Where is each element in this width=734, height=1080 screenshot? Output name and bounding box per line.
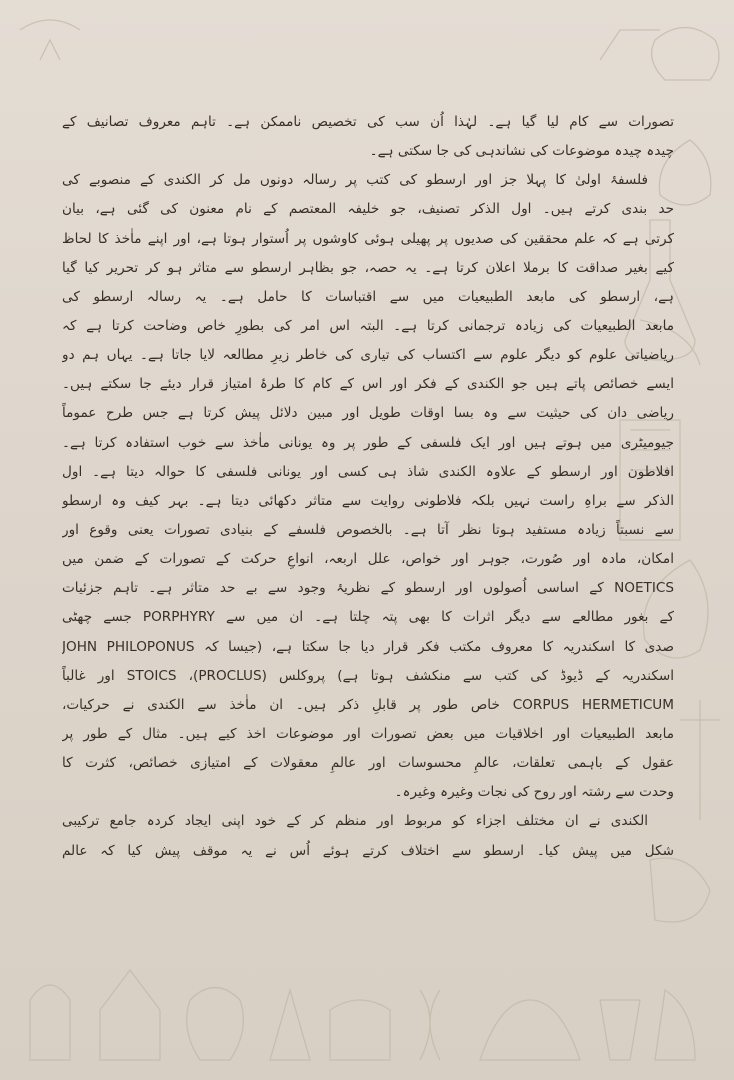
text-line: اسکندریہ کے ڈیوڈ کی کتب سے منکشف ہوتا ہے) پروکلس (PROCLUS)، STOICS اور غالباً (62, 667, 674, 684)
text-line: سے نسبتاً زیادہ مستفید ہوتا نظر آتا ہے۔ بالخصوص فلسفے کے بنیادی تصورات یعنی وقوع اور (62, 521, 674, 538)
text-line: وحدت سے رشتہ اور روح کی نجات وغیرہ وغیرہ۔ (394, 784, 674, 801)
text-line: الذکر سے براہِ راست نہیں بلکہ فلاطونی روایت سے متاثر دکھائی دیتا ہے۔ بہر کیف وہ ارسطو (62, 492, 674, 509)
text-line: مابعد الطبیعیات اور اخلاقیات میں بعض تصورات اور موضوعات اخذ کیے ہیں۔ مثال کے طور پر (62, 725, 674, 742)
jar-drawing (30, 985, 70, 1060)
text-line: ہے، ارسطو کی مابعد الطبیعیات میں سے اقتباسات کا حامل ہے۔ یہ رسالہ ارسطو کی (62, 288, 674, 305)
text-line: ریاضیاتی علوم کو دیگر علوم سے اکتساب کی تیاری کی خاطر زیرِ مطالعہ لایا جاتا ہے۔ یہاں ہم دو (62, 347, 674, 364)
text-line: ریاضی دان کی حیثیت سے وہ بسا اوقات طویل اور مبین دلائل پیش کرتا ہے جس طرح عموماً (62, 405, 674, 422)
text-line: تصورات سے کام لیا گیا ہے۔ لہٰذا اُن سب کی تخصیص ناممکن ہے۔ تاہم معروف تصانیف کے (62, 114, 674, 130)
text-line: الکندی نے ان مختلف اجزاء کو مربوط اور منظم کر کے خود اپنی ایجاد کردہ جامع ترکیبی (62, 813, 648, 830)
text-line: عقول کے باہمی تعلقات، عالمِ محسوسات اور عالمِ معقولات کے امتیازی خصائص، کثرت کا (62, 755, 674, 772)
text-line: شکل میں پیش کیا۔ ارسطو سے اختلاف کرتے ہوئے اُس نے یہ موقف پیش کیا کہ عالم (62, 842, 674, 859)
text-line: ایسے خصائص پاتے ہیں جو الکندی کے فکر اور اس کے کام کا طرۂ امتیاز قرار دیئے جا سکتے ہیں۔ (62, 376, 674, 393)
text-line: حد بندی کرتے ہیں۔ اول الذکر تصنیف، جو خلیفہ المعتصم کے نام معنون کی گئی ہے، بیان (62, 201, 674, 218)
text-line: کرتی ہے کہ علم محققین کی صدیوں پر پھیلی ہوئی کاوشوں پر اُستوار ہوتا ہے، اور اپنے ماٰخذ کا لحاظ (62, 230, 674, 247)
text-line: جیومیٹری میں ہوتے ہیں اور ایک فلسفی کے طور پر وہ یونانی ماٰخذ سے خوب استفادہ کرتا ہے۔ (62, 434, 674, 451)
urdu-text-body (62, 108, 674, 866)
flask-drawing (652, 28, 719, 81)
text-line: صدی کا اسکندریہ کا معروف مکتب فکر قرار دیا جا سکتا ہے، (جیسا کہ JOHN PHILOPONUS (62, 638, 674, 655)
text-line: NOETICS کے اساسی اُصولوں اور ارسطو کے نظریۂ وجود سے بے حد متاثر ہے۔ تاہم جزئیات (62, 580, 674, 597)
text-line: چیدہ چیدہ موضوعات کی نشاندہی کی جا سکتی ہے۔ (369, 143, 674, 160)
text-line: فلسفۂ اولیٰ کا پہلا جز اور ارسطو کی کتب پر رسالہ دونوں مل کر الکندی کے منصوبے کی (62, 172, 648, 189)
text-line: امکان، مادہ اور صُورت، جوہر اور خواص، علل اربعہ، انواعِ حرکت کے تصورات کے ضمن میں (62, 551, 674, 568)
text-line: کے بغور مطالعے سے دیگر اثرات کا بھی پتہ چلتا ہے۔ ان میں سے PORPHYRY جسے چھٹی (62, 609, 674, 626)
text-line: کیے بغیر صداقت کا برملا اعلان کرتا ہے۔ یہ حصہ، جو بظاہر ارسطو سے متاثر ہو کر تحریر کیا گیا (62, 259, 674, 276)
text-line: CORPUS HERMETICUM خاص طور پر قابلِ ذکر ہیں۔ ان ماٰخذ سے الکندی نے حرکیات، (62, 696, 674, 713)
text-line: افلاطون اور ارسطو کے علاوہ الکندی شاذ ہی کسی اور یونانی فلسفی کا حوالہ دیتا ہے۔ اول (62, 463, 674, 480)
text-line: مابعد الطبیعیات کی زیادہ ترجمانی کرتا ہے۔ البتہ اس امر کی بطورِ خاص وضاحت کرتا ہے کہ (62, 317, 674, 334)
